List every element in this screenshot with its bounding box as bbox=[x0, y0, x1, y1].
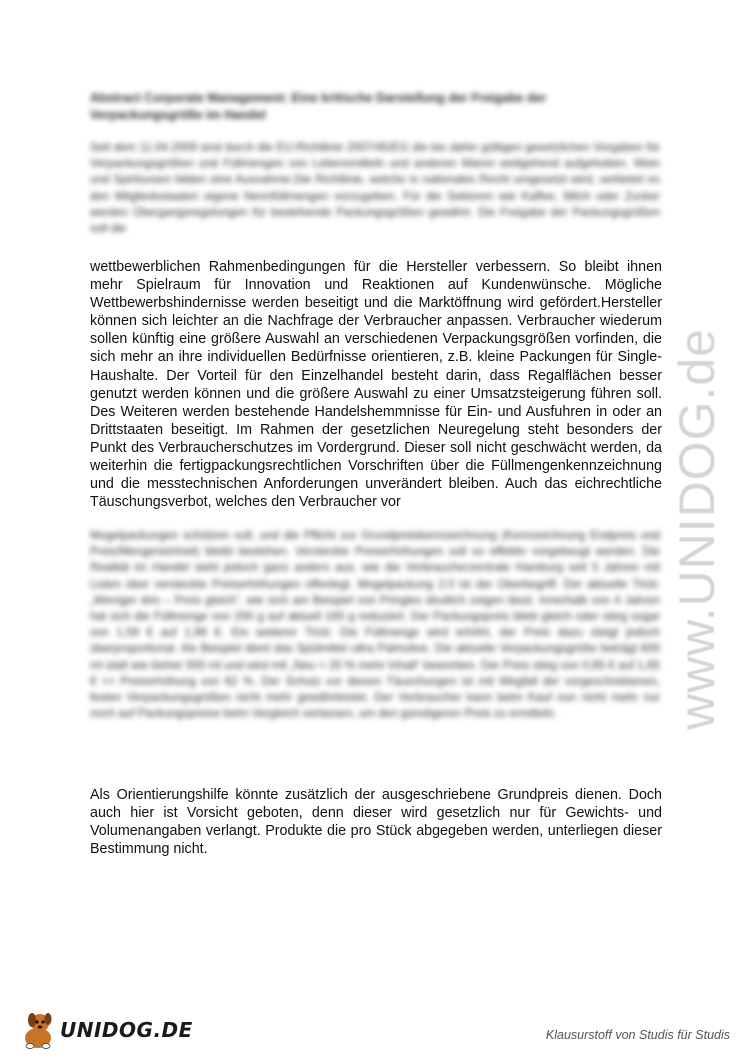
watermark-text: www.UNIDOG.de bbox=[669, 328, 725, 730]
watermark bbox=[668, 270, 738, 730]
document-title: Abstract Corporate Management: Eine kritische Darstellung der Freigabe der Verpackungsgröße im Handel bbox=[90, 91, 547, 122]
closing-paragraph: Als Orientierungshilfe könnte zusätzlich der ausgeschriebene Grundpreis dienen. Doch auch hier ist Vorsicht geboten, denn dieser wird gesetzlich nur für Gewichts- und Volumenangaben verlangt. Produkte die pro Stück abgegeben werden, unterliegen dieser Bestimmung nicht. bbox=[90, 787, 662, 858]
logo-text: UNIDOG.DE bbox=[60, 1018, 193, 1042]
main-paragraph: wettbewerblichen Rahmenbedingungen für die Hersteller verbessern. So bleibt ihnen mehr Spielraum für Innovation und Reaktionen auf Kundenwünsche. Mögliche Wettbewerbshindernisse werden beseitigt und die Marktöffnung wird gefördert.Hersteller können sich leichter an die Nachfrage der Verbraucher anpassen. Verbraucher wiederum sollen künftig eine größere Auswahl an verschiedenen Verpackungsgrößen vorfinden, die sich mehr an ihre individuellen Bedürfnisse orientieren, z.B. kleine Packungen für Single-Haushalte. Der Vorteil für den Einzelhandel besteht darin, dass Regalflächen besser genutzt werden können und die größere Auswahl zu einer Umsatzsteigerung führen soll. Des Weiteren werden bestehende Handelshemmnisse für Ein- und Ausfuhren in oder an Drittstaaten beseitigt. Im Rahmen der gesetzlichen Neuregelung steht besonders der Punkt des Verbraucherschutzes im Vordergrund. Dieser soll nicht geschwächt werden, da weiterhin die fertigpackungsrechtlichen Vorschriften über die Füllmengenkennzeichnung und die messtechnischen Anforderungen unverändert bleiben. Auch das eichrechtliche Täuschungsverbot, welches den Verbraucher vor bbox=[90, 259, 662, 511]
unidog-logo[interactable] bbox=[18, 1008, 193, 1052]
footer-tagline: Klausurstoff von Studis für Studis bbox=[545, 1028, 730, 1042]
dog-icon bbox=[18, 1008, 62, 1052]
blurred-middle-paragraph: Mogelpackungen schützen soll, und die Pflicht zur Grundpreiskennzeichnung (Kennzeichnung Endpreis und Preis/Mengeneinheit) bleibt bestehen. Versteckte Preiserhöhungen soll so effektiv vorgebeugt werden. Die Realität im Handel sieht jedoch ganz anders aus, wie die Verbraucherzentrale Hamburg seit 5 Jahren mit Listen über versteckte Preiserhöhungen offenlegt. Mogelpackung 2.0 ist der Oberbegriff. Der aktuelle Trick: „Weniger drin – Preis gleich“, wie sich am Beispiel von Pringles deutlich zeigen lässt. Innerhalb von 4 Jahren hat sich die Füllmenge von 200 g auf aktuell 165 g reduziert. Der Packungspreis blieb gleich oder stieg sogar von 1,59 € auf 1,99 €. Ein weiterer Trick: Die Füllmenge wird erhöht, der Preis dazu steigt jedoch überproportional. Als Beispiel dient das Spülmittel ultra Palmolive. Die aktuelle Verpackungsgröße beträgt 600 ml statt wie bisher 500 ml und wird mit „Neu = 20 % mehr Inhalt“ beworben. Der Preis stieg von 0,85 € auf 1,65 € => Preiserhöhung von 62 %. Der Schutz vor diesen Täuschungen ist mit Wegfall der vorgeschriebenen, festen Verpackungsgrößen nicht mehr gewährleistet. Der Verbraucher kann beim Kauf nun nicht mehr nur noch auf Packungspreise beim Vergleich verlassen, um den günstigeren Preis zu ermitteln. bbox=[90, 529, 660, 721]
blurred-intro-paragraph: Seit dem 11.04.2009 sind durch die EU-Richtlinie 2007/45/EG die bis dahin gültigen gesetzlichen Vorgaben für Verpackungsgrößen und Füllmengen von Lebensmitteln und anderen Waren weitgehend aufgehoben. Wein und Spirituosen bilden eine Ausnahme.Die Richtlinie, welche in nationales Recht umgesetzt wird, verbietet es den Mitgliedsstaaten eigene Nennfüllmengen vorzugeben. Für die Sektoren wie Kaffee, Milch oder Zucker werden Übergangsregelungen für bestehende Packungsgrößen gewährt. Die Freigabe der Packungsgrößen soll die bbox=[90, 141, 660, 236]
